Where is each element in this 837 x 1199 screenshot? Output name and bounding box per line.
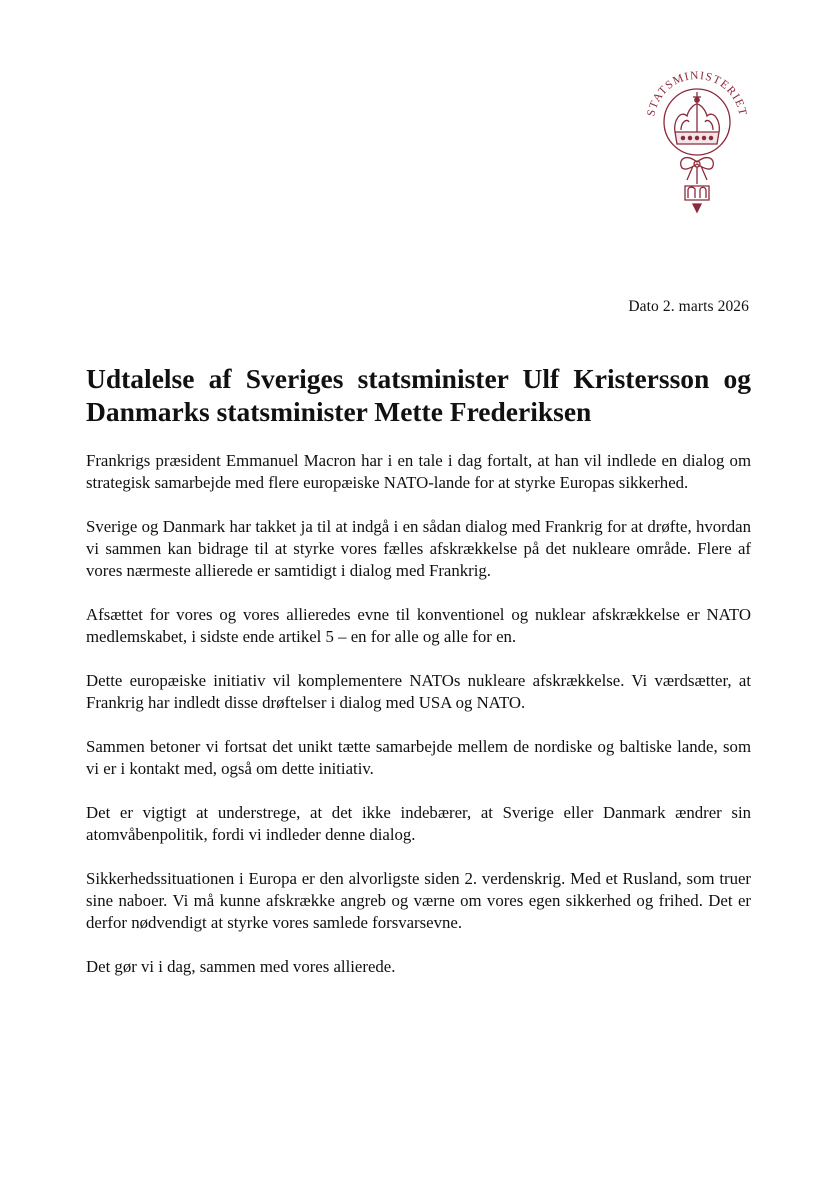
- document-date: Dato 2. marts 2026: [628, 298, 749, 315]
- paragraph: Sikkerhedssituationen i Europa er den alvorligste siden 2. verdenskrig. Med et Rusland, som truer sine naboer. Vi må kunne afskrække angreb og værne om vores egen sikkerhed og frihed. Det er derfor nødvendigt at styrke vores samlede forsvarsevne.: [86, 869, 751, 932]
- paragraph: Dette europæiske initiativ vil komplementere NATOs nukleare afskrækkelse. Vi værdsætter, at Frankrig har indledt disse drøftelser i dialog med USA og NATO.: [86, 671, 751, 712]
- document-title: Udtalelse af Sveriges statsminister Ulf Kristersson og Danmarks statsminister Mette Frederiksen: [86, 363, 751, 427]
- paragraph: Frankrigs præsident Emmanuel Macron har i en tale i dag fortalt, at han vil indlede en dialog om strategisk samarbejde med flere europæiske NATO-lande for at styrke Europas sikkerhed.: [86, 451, 751, 492]
- paragraph: Sammen betoner vi fortsat det unikt tætte samarbejde mellem de nordiske og baltiske lande, som vi er i kontakt med, også om dette initiativ.: [86, 737, 751, 778]
- svg-text:STATSMINISTERIET: STATSMINISTERIET: [645, 69, 749, 118]
- paragraph: Det er vigtigt at understrege, at det ikke indebærer, at Sverige eller Danmark ændrer sin atomvåbenpolitik, fordi vi indleder denne dialog.: [86, 803, 751, 844]
- document-body: [86, 450, 751, 1000]
- paragraph: Sverige og Danmark har takket ja til at indgå i en sådan dialog med Frankrig for at drøfte, hvordan vi sammen kan bidrage til at styrke vores fælles afskrækkelse på det nukleare område. Flere af vores nærmeste allierede er samtidigt i dialog med Frankrig.: [86, 517, 751, 580]
- statsministeriet-seal: [637, 62, 757, 222]
- paragraph: Afsættet for vores og vores allieredes evne til konventionel og nuklear afskrækkelse er NATO medlemskabet, i sidste ende artikel 5 – en for alle og alle for en.: [86, 605, 751, 646]
- paragraph: Det gør vi i dag, sammen med vores allierede.: [86, 957, 396, 976]
